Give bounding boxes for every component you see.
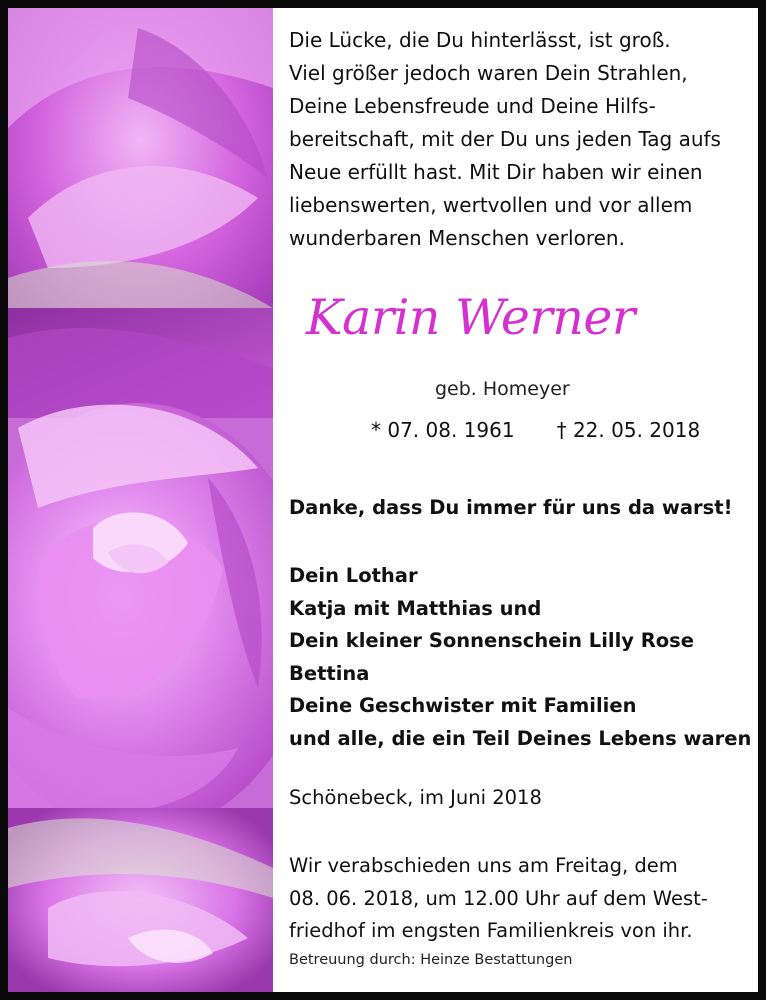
- birth-name: geb. Homeyer: [435, 378, 570, 400]
- intro-line: Viel größer jedoch waren Dein Strahlen,: [289, 61, 688, 85]
- intro-line: liebenswerten, wertvollen und vor allem: [289, 193, 693, 217]
- thanks-line: Danke, dass Du immer für uns da warst!: [289, 496, 733, 519]
- mourner: und alle, die ein Teil Deines Lebens waren: [289, 726, 752, 750]
- intro-line: Deine Lebensfreude und Deine Hilfs-: [289, 94, 656, 118]
- death-date: † 22. 05. 2018: [556, 418, 701, 442]
- place-date: Schönebeck, im Juni 2018: [289, 786, 542, 809]
- mourner: Dein Lothar: [289, 564, 418, 587]
- birth-date: * 07. 08. 1961: [371, 418, 515, 442]
- mourner: Katja mit Matthias und: [289, 596, 542, 620]
- intro-text: [289, 24, 735, 255]
- roses-photo: [8, 8, 273, 992]
- mourner: Dein kleiner Sonnenschein Lilly Rose: [289, 629, 695, 652]
- intro-line: Die Lücke, die Du hinterlässt, ist groß.: [289, 28, 671, 52]
- intro-line: Neue erfüllt hast. Mit Dir haben wir einen: [289, 160, 703, 184]
- intro-line: wunderbaren Menschen verloren.: [289, 226, 625, 250]
- funeral-notice: [289, 850, 735, 948]
- funeral-line: Wir verabschieden uns am Freitag, dem: [289, 854, 678, 877]
- undertaker-credit: Betreuung durch: Heinze Bestattungen: [289, 952, 573, 968]
- intro-line: bereitschaft, mit der Du uns jeden Tag aufs: [289, 127, 721, 151]
- funeral-line: 08. 06. 2018, um 12.00 Uhr auf dem West-: [289, 886, 708, 910]
- mourner: Bettina: [289, 661, 370, 685]
- obituary-text: [289, 24, 752, 968]
- mourner: Deine Geschwister mit Familien: [289, 694, 637, 717]
- deceased-name: Karin Werner: [306, 289, 635, 346]
- mourners-list: [289, 560, 751, 755]
- life-dates: [371, 418, 700, 442]
- funeral-line: friedhof im engsten Familienkreis von ihr.: [289, 919, 693, 942]
